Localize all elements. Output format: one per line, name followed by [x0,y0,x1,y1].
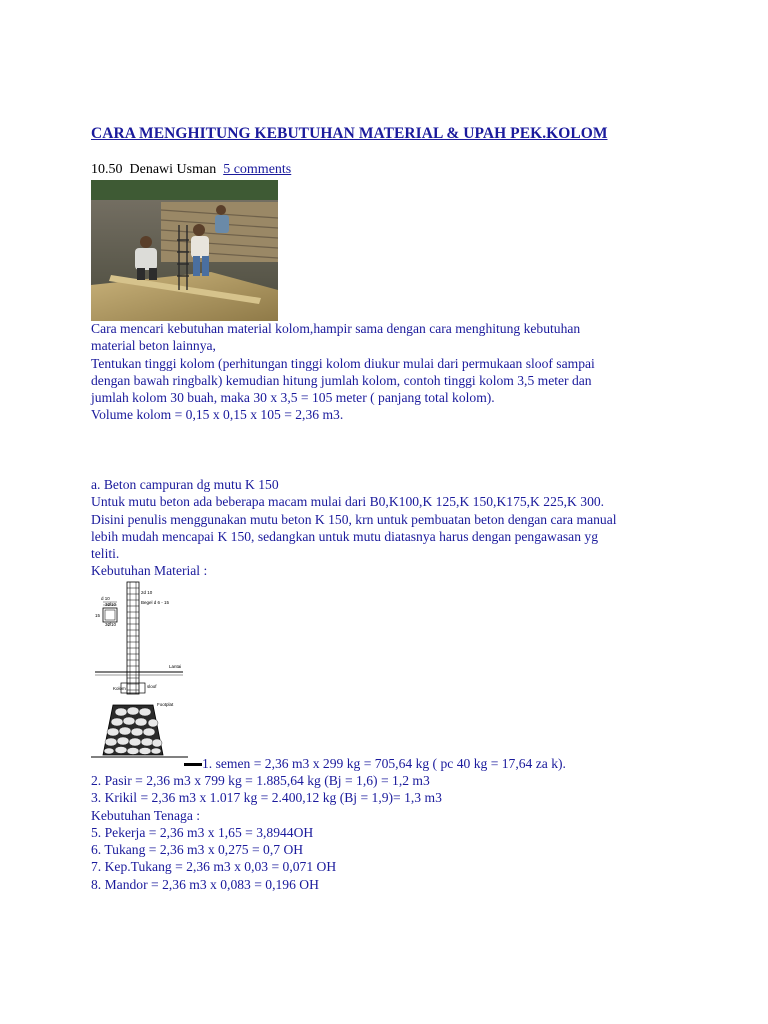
material-first-line [202,755,768,772]
labor-heading: Kebutuhan Tenaga : [91,807,201,823]
post-meta [91,162,291,178]
diagram-label-begel: Begel d 6 - 15 [141,600,170,605]
labor-item: 6. Tukang = 2,36 m3 x 0,275 = 0,7 OH [91,842,304,858]
section-a-line: Kebutuhan Material : [91,563,208,579]
column-diagram [91,580,188,768]
material-item: 1. semen = 2,36 m3 x 299 kg = 705,64 kg ( pc 40 kg = 17,64 za k). [202,756,566,771]
intro-paragraph [91,320,691,424]
diagram-label-sloof: sloof [147,684,157,689]
material-item: 3. Krikil = 2,36 m3 x 1.017 kg = 2.400,12 kg (Bj = 1,9)= 1,3 m3 [91,790,442,806]
section-a-line: lebih mudah mencapai K 150, sedangkan untuk mutu diatasnya harus dengan pengawasan yg [91,528,598,544]
section-a-line: Untuk mutu beton ada beberapa macam mulai dari B0,K100,K 125,K 150,K175,K 225,K 300. [91,494,605,510]
article-title[interactable]: CARA MENGHITUNG KEBUTUHAN MATERIAL & UPAH PEK.KOLOM [91,125,608,142]
material-item: 2. Pasir = 2,36 m3 x 799 kg = 1.885,64 kg (Bj = 1,6) = 1,2 m3 [91,773,430,788]
section-a-line: a. Beton campuran dg mutu K 150 [91,477,279,492]
labor-item: 8. Mandor = 2,36 m3 x 0,083 = 0,196 OH [91,876,319,892]
labor-item: 5. Pekerja = 2,36 m3 x 1,65 = 3,8944OH [91,824,314,840]
post-author: Denawi Usman [129,162,217,177]
diagram-underline [184,763,202,766]
column-diagram-drawing [91,580,188,768]
post-time: 10.50 [91,162,123,177]
section-a [91,476,691,580]
intro-line: jumlah kolom 30 buah, maka 30 x 3,5 = 105 meter ( panjang total kolom). [91,390,495,406]
diagram-label-lantai: Lantai [169,664,182,669]
intro-line: Cara mencari kebutuhan material kolom,hampir sama dengan cara menghitung kebutuhan [91,321,581,336]
construction-photo-image [91,180,278,321]
materials-list [91,772,691,893]
diagram-label-kolom: Kolom [113,686,126,691]
diagram-label-dim-inner: 3Ø10 [105,622,117,627]
diagram-label-2d10: 2d 10 [141,590,153,595]
diagram-label-side: 15 [95,613,101,618]
section-a-line: teliti. [91,546,120,562]
labor-item: 7. Kep.Tukang = 2,36 m3 x 0,03 = 0,071 OH [91,859,337,875]
intro-line: Tentukan tinggi kolom (perhitungan tinggi kolom diukur mulai dari permukaan sloof sampai [91,355,595,371]
diagram-label-dim-top: 3Ø10 [105,602,117,607]
diagram-label-footplat: Footplat [157,702,174,707]
construction-photo [91,180,278,321]
comments-link[interactable]: 5 comments [223,162,292,177]
intro-line: dengan bawah ringbalk) kemudian hitung jumlah kolom, contoh tinggi kolom 3,5 meter dan [91,372,592,388]
intro-line: material beton lainnya, [91,338,216,354]
diagram-label-d10: d 10 [101,596,110,601]
intro-line: Volume kolom = 0,15 x 0,15 x 105 = 2,36 m3. [91,407,344,423]
section-a-line: Disini penulis menggunakan mutu beton K 150, krn untuk pembuatan beton dengan cara manual [91,511,617,527]
